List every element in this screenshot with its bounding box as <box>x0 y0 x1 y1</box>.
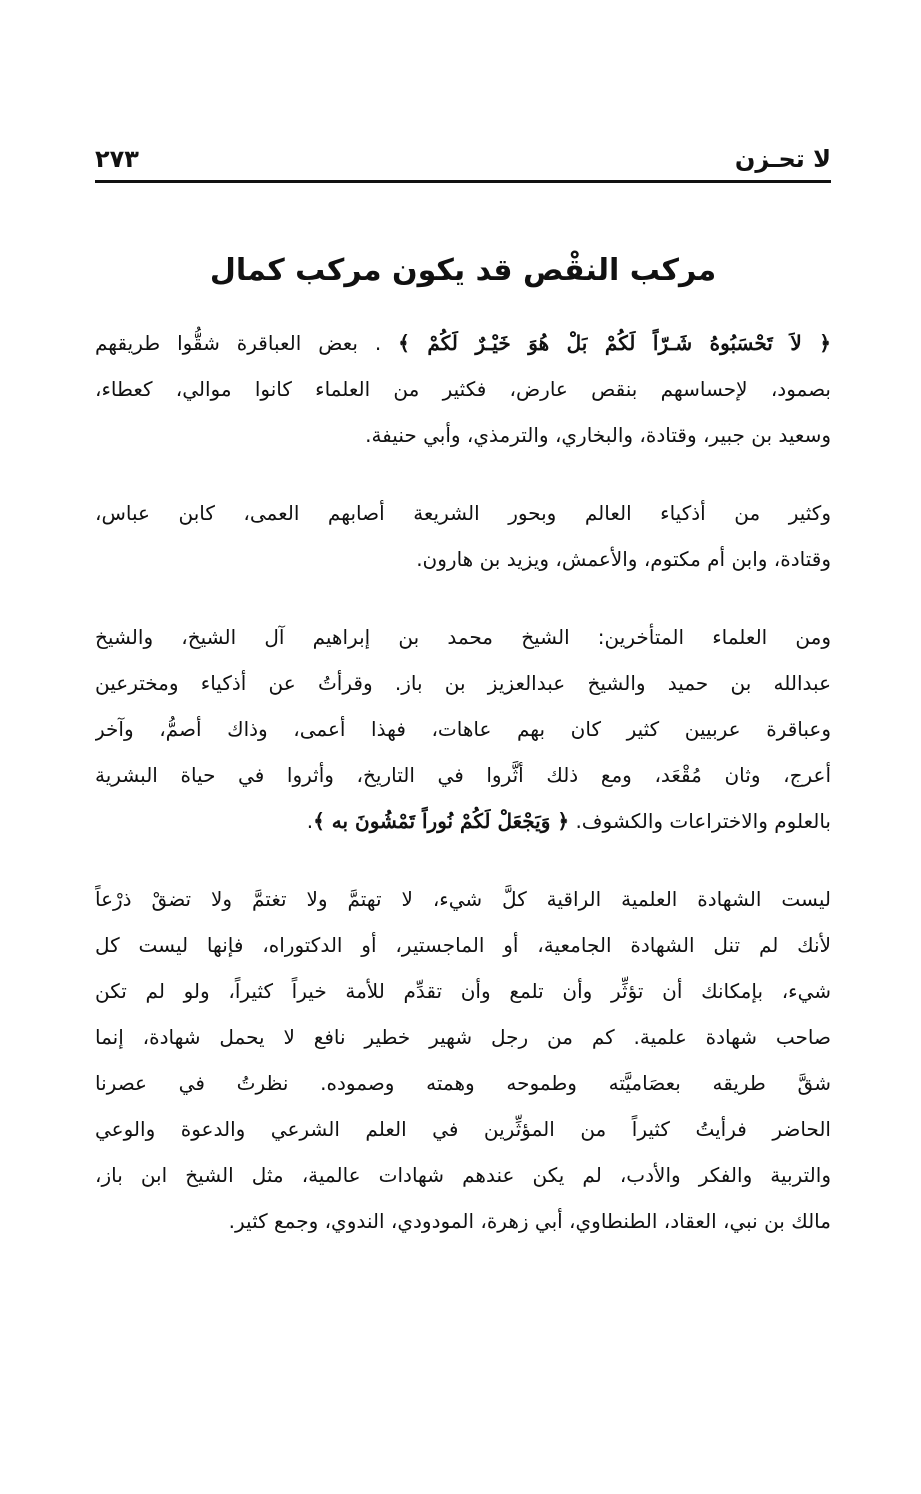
line-text: بالعلوم والاختراعات والكشوف. <box>575 809 831 833</box>
line-text: . بعض العباقرة شقُّوا طريقهم <box>95 331 382 355</box>
text-line <box>95 320 831 366</box>
text-line: الحاضر فرأيتُ كثيراً من المؤثِّرين في العلم الشرعي والدعوة والوعي <box>95 1117 831 1141</box>
text-line: مالك بن نبي، العقاد، الطنطاوي، أبي زهرة، المودودي، الندوي، وجمع كثير. <box>228 1209 831 1233</box>
line-tail: . <box>306 809 314 833</box>
paragraph-4 <box>95 876 831 1244</box>
paragraph-2 <box>95 490 831 582</box>
text-line: ليست الشهادة العلمية الراقية كلَّ شيء، لا تهتمَّ ولا تغتمَّ ولا تضقْ ذرْعاً <box>95 887 831 911</box>
text-line: بصمود، لإحساسهم بنقص عارض، فكثير من العلماء كانوا موالي، كعطاء، <box>95 377 831 401</box>
text-line: والتربية والفكر والأدب، لم يكن عندهم شهادات عالمية، مثل الشيخ ابن باز، <box>95 1163 831 1187</box>
quran-quote: ﴿ لاَ تَحْسَبُوهُ شَـرّاً لَكُمْ بَلْ هُوَ خَيْـرٌ لَكُمْ ﴾ <box>398 331 831 355</box>
text-line: شيء، بإمكانك أن تؤثِّر وأن تلمع وأن تقدِّم للأمة خيراً كثيراً، ولو لم تكن <box>95 979 831 1003</box>
running-header-title: لا تحـزن <box>734 145 831 173</box>
text-line: وعباقرة عربيين كثير كان بهم عاهات، فهذا أعمى، وذاك أصمُّ، وآخر <box>95 717 831 741</box>
text-line: عبدالله بن حميد والشيخ عبدالعزيز بن باز. وقرأتُ عن أذكياء ومخترعين <box>95 671 831 695</box>
running-header <box>95 140 831 183</box>
quran-quote: ﴿ وَيَجْعَلْ لَكُمْ نُوراً تَمْشُونَ به ﴾ <box>313 809 570 833</box>
text-line: ومن العلماء المتأخرين: الشيخ محمد بن إبراهيم آل الشيخ، والشيخ <box>95 625 831 649</box>
text-line: صاحب شهادة علمية. كم من رجل شهير خطير نافع لا يحمل شهادة، إنما <box>95 1025 831 1049</box>
text-line: وقتادة، وابن أم مكتوم، والأعمش، ويزيد بن هارون. <box>416 547 831 571</box>
paragraph-3 <box>95 614 831 844</box>
text-line: وسعيد بن جبير، وقتادة، والبخاري، والترمذي، وأبي حنيفة. <box>365 423 831 447</box>
paragraph-1 <box>95 320 831 458</box>
body-text <box>95 320 831 1276</box>
text-line <box>95 798 831 844</box>
text-line: أعرج، وثان مُقْعَد، ومع ذلك أثَّروا في التاريخ، وأثروا في حياة البشرية <box>95 763 831 787</box>
text-line: شقَّ طريقه بعصَاميَّته وطموحه وهمته وصموده. نظرتُ في عصرنا <box>95 1071 831 1095</box>
chapter-title: مركب النقْص قد يكون مركب كمال <box>209 253 717 288</box>
text-line: وكثير من أذكياء العالم وبحور الشريعة أصابهم العمى، كابن عباس، <box>95 501 831 525</box>
text-line: لأنك لم تنل الشهادة الجامعية، أو الماجستير، أو الدكتوراه، فإنها ليست كل <box>95 933 831 957</box>
page-number: ٢٧٣ <box>95 145 139 173</box>
